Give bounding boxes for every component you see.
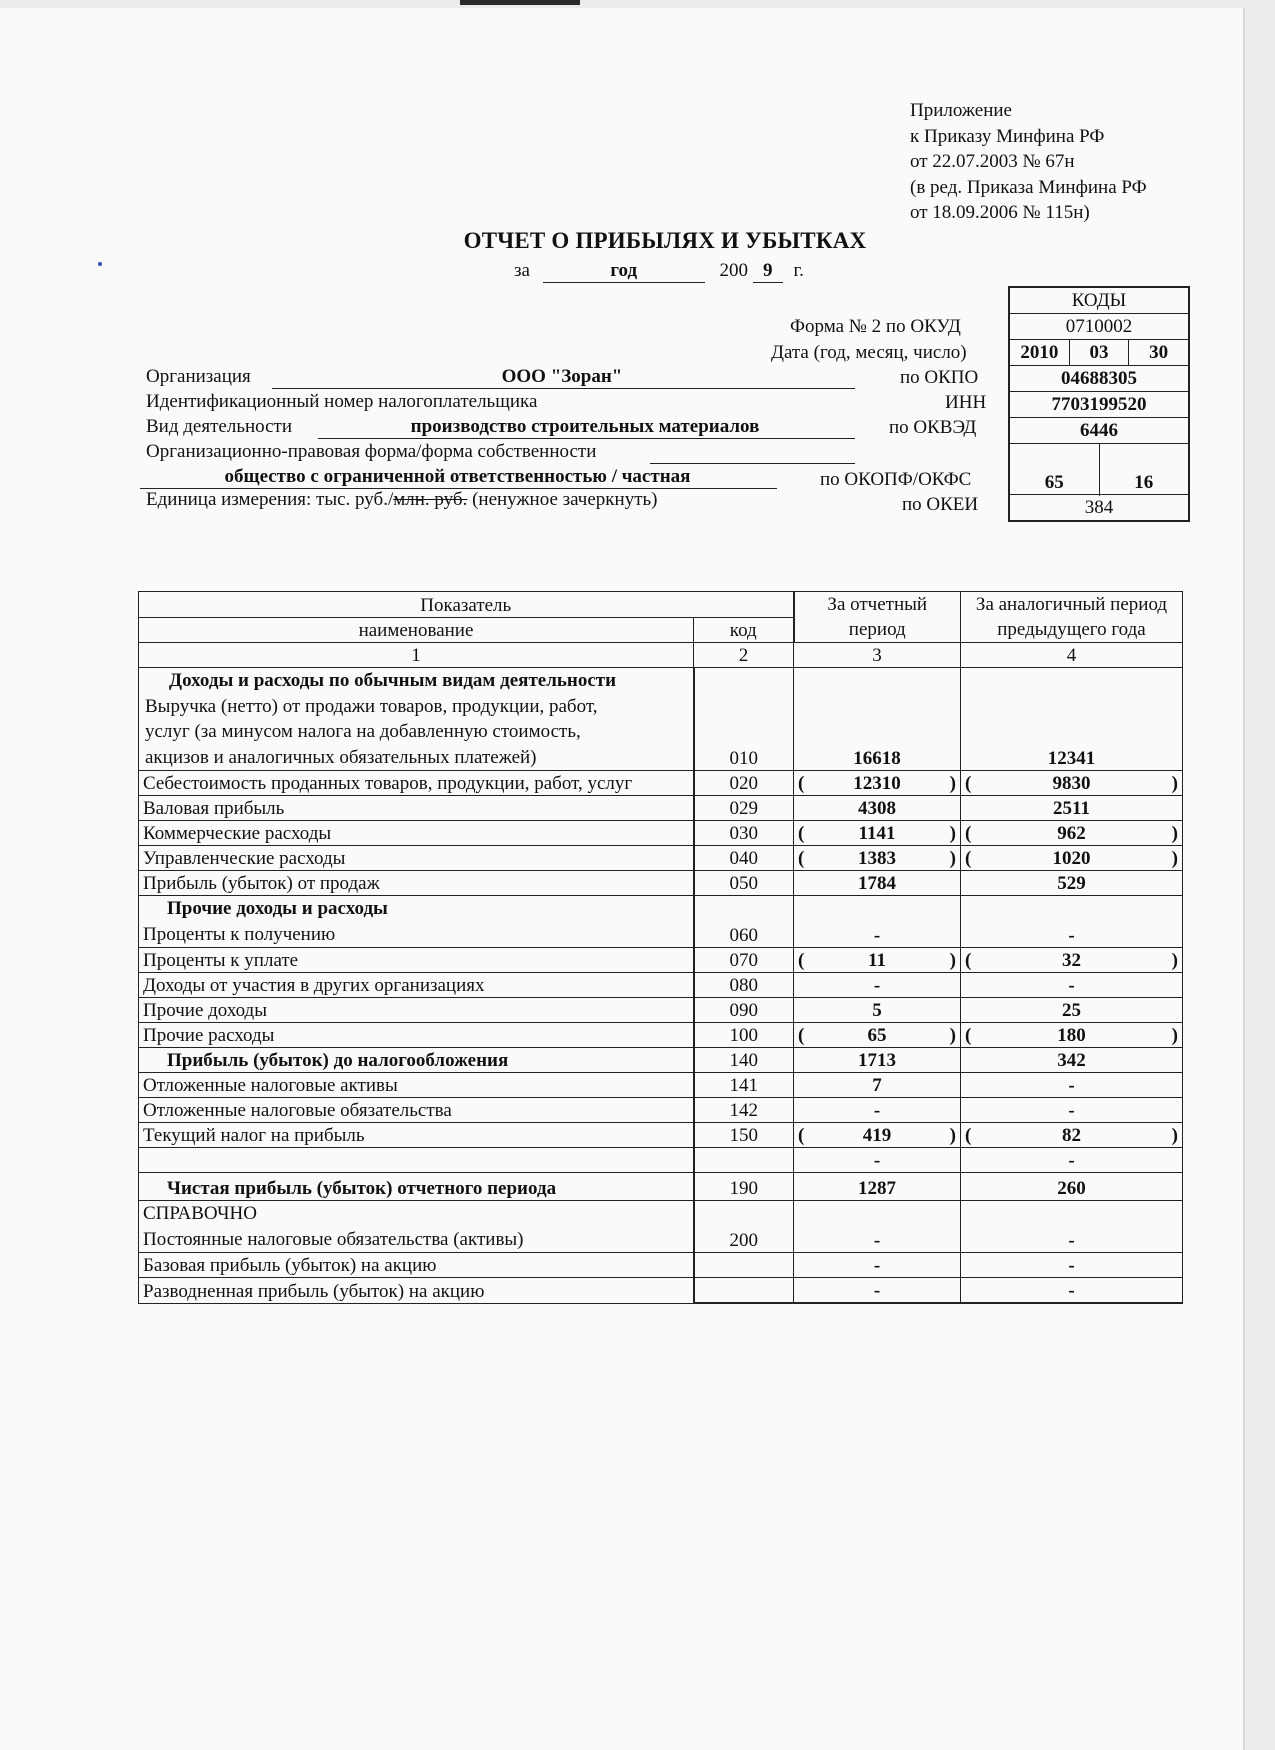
- row-name: Прибыль (убыток) от продаж: [139, 871, 694, 896]
- revenue-line: Выручка (нетто) от продажи товаров, продукции, работ,: [145, 695, 598, 717]
- row-code: 190: [694, 1173, 794, 1201]
- activity-underline: [318, 438, 855, 439]
- row-name: Прочие расходы: [139, 1023, 694, 1048]
- table-row: [139, 998, 1183, 1023]
- form-underline-1: [650, 463, 855, 464]
- row-code: 030: [694, 821, 794, 846]
- col-num-2: 2: [694, 643, 794, 668]
- okud-label: Форма № 2 по ОКУД: [790, 316, 961, 337]
- table-row: [139, 846, 1183, 871]
- row-current-value: 1287: [794, 1173, 961, 1201]
- row-current-value: -: [794, 1098, 961, 1123]
- okei-label: по ОКЕИ: [902, 494, 979, 515]
- inn-code: 7703199520: [1010, 392, 1188, 418]
- row-name: Себестоимость проданных товаров, продукции, работ, услуг: [139, 771, 694, 796]
- table-row: [139, 973, 1183, 998]
- form-value: общество с ограниченной ответственностью / частная: [224, 466, 691, 487]
- appendix-line: от 22.07.2003 № 67н: [910, 151, 1075, 172]
- table-row: [139, 896, 1183, 948]
- row-code: 140: [694, 1048, 794, 1073]
- period-suffix: г.: [793, 260, 804, 281]
- okopf-label: по ОКОПФ/ОКФС: [820, 469, 972, 490]
- table-row: [139, 1148, 1183, 1173]
- revenue-line: акцизов и аналогичных обязательных платежей): [145, 746, 537, 768]
- row-code: [694, 1253, 794, 1278]
- org-underline: [272, 388, 855, 389]
- table-row: [139, 1173, 1183, 1201]
- row-previous-value: 342: [961, 1048, 1183, 1073]
- inn-code-label: ИНН: [945, 392, 987, 413]
- row-code: [694, 1278, 794, 1304]
- row-name: Отложенные налоговые активы: [139, 1073, 694, 1098]
- section-title: Прочие доходы и расходы: [167, 898, 388, 919]
- row-current-value: ( 1141 ): [794, 821, 961, 846]
- row-name: Коммерческие расходы: [139, 821, 694, 846]
- table-header-row: [139, 592, 1183, 618]
- row-previous-value: -: [961, 1148, 1183, 1173]
- row-code: 080: [694, 973, 794, 998]
- header-previous: За аналогичный период предыдущего года: [961, 592, 1183, 643]
- row-current-value: -: [794, 973, 961, 998]
- okei-code: 384: [1084, 496, 1114, 518]
- activity-label: Вид деятельности: [146, 416, 293, 437]
- appendix-note: [910, 98, 1147, 226]
- row-previous-value: 25: [961, 998, 1183, 1023]
- inn-label: Идентификационный номер налогоплательщика: [146, 391, 538, 412]
- table-row: [139, 1073, 1183, 1098]
- row-current-value: -: [794, 896, 961, 948]
- row-previous-value: -: [961, 1253, 1183, 1278]
- okved-code: 6446: [1010, 418, 1188, 444]
- row-code: 040: [694, 846, 794, 871]
- row-code: 070: [694, 948, 794, 973]
- row-name: Проценты к получению: [143, 923, 336, 945]
- row-current-value: ( 419 ): [794, 1123, 961, 1148]
- scan-dot: [98, 262, 102, 266]
- row-previous-value: -: [961, 1278, 1183, 1304]
- reference-title: СПРАВОЧНО: [143, 1203, 257, 1224]
- table-row: [139, 1253, 1183, 1278]
- row-previous-value: 12341: [961, 668, 1183, 771]
- unit-label-a: Единица измерения: тыс. руб./: [146, 489, 394, 510]
- row-code: 200: [694, 1201, 794, 1253]
- row-name: Доходы от участия в других организациях: [139, 973, 694, 998]
- row-previous-value: ( 962 ): [961, 821, 1183, 846]
- table-row: [139, 771, 1183, 796]
- appendix-line: (в ред. Приказа Минфина РФ: [910, 176, 1147, 198]
- row-code: 010: [694, 668, 794, 771]
- table-row: [139, 1098, 1183, 1123]
- row-current-value: 1784: [794, 871, 961, 896]
- row-previous-value: ( 1020 ): [961, 846, 1183, 871]
- row-name: [139, 1148, 694, 1173]
- row-previous-value: -: [961, 973, 1183, 998]
- period-prefix: за: [514, 260, 530, 281]
- row-name: Постоянные налоговые обязательства (активы): [143, 1228, 524, 1250]
- unit-label: [146, 489, 658, 511]
- row-previous-value: -: [961, 1073, 1183, 1098]
- okfs-code: 16: [1099, 444, 1189, 496]
- row-current-value: -: [794, 1148, 961, 1173]
- row-current-value: 5: [794, 998, 961, 1023]
- col-num-3: 3: [794, 643, 961, 668]
- row-code: 060: [694, 896, 794, 948]
- table-row: [139, 948, 1183, 973]
- table-row: [139, 1048, 1183, 1073]
- date-year: 2010: [1020, 341, 1059, 363]
- table-row: [139, 1023, 1183, 1048]
- appendix-line: к Приказу Минфина РФ: [910, 125, 1105, 147]
- report-title: ОТЧЕТ О ПРИБЫЛЯХ И УБЫТКАХ: [463, 228, 867, 253]
- row-name: Базовая прибыль (убыток) на акцию: [139, 1253, 694, 1278]
- row-current-value: 4308: [794, 796, 961, 821]
- date-code: [1010, 340, 1188, 366]
- row-previous-value: ( 82 ): [961, 1123, 1183, 1148]
- revenue-name-cell: [139, 668, 694, 771]
- appendix-line: от 18.09.2006 № 115н): [910, 202, 1090, 223]
- row-code: 020: [694, 771, 794, 796]
- okopf-code: 65: [1044, 472, 1064, 493]
- row-previous-value: ( 180 ): [961, 1023, 1183, 1048]
- row-previous-value: 2511: [961, 796, 1183, 821]
- row-current-value: ( 65 ): [794, 1023, 961, 1048]
- table-row: [139, 1123, 1183, 1148]
- table-row: [139, 871, 1183, 896]
- col-num-4: 4: [961, 643, 1183, 668]
- row-code: 150: [694, 1123, 794, 1148]
- form-label: Организационно-правовая форма/форма собственности: [146, 441, 597, 462]
- row-code: 100: [694, 1023, 794, 1048]
- row-name: Текущий налог на прибыль: [139, 1123, 694, 1148]
- row-previous-value: -: [961, 896, 1183, 948]
- table-row: [139, 668, 1183, 771]
- appendix-line: Приложение: [910, 100, 1012, 121]
- row-name: Отложенные налоговые обязательства: [139, 1098, 694, 1123]
- row-name: Проценты к уплате: [139, 948, 694, 973]
- date-day: 30: [1128, 340, 1188, 365]
- scan-mark: [460, 0, 580, 5]
- row-previous-value: -: [961, 1098, 1183, 1123]
- row-name: Чистая прибыль (убыток) отчетного периода: [139, 1173, 694, 1201]
- unit-label-struck: млн. руб.: [393, 489, 468, 510]
- row-current-value: 16618: [794, 668, 961, 771]
- row-previous-value: ( 32 ): [961, 948, 1183, 973]
- table-row: [139, 1278, 1183, 1304]
- activity-value: производство строительных материалов: [410, 416, 760, 437]
- section-title: Доходы и расходы по обычным видам деятельности: [169, 670, 617, 691]
- codes-box: [1008, 286, 1190, 522]
- header-code: код: [694, 617, 794, 643]
- col-num-1: 1: [139, 643, 694, 668]
- row-name: Валовая прибыль: [139, 796, 694, 821]
- row-code: 029: [694, 796, 794, 821]
- org-value: ООО "Зоран": [501, 366, 623, 387]
- table-row: [139, 821, 1183, 846]
- revenue-line: услуг (за минусом налога на добавленную стоимость,: [145, 721, 581, 742]
- row-previous-value: 529: [961, 871, 1183, 896]
- row-code: 141: [694, 1073, 794, 1098]
- row-current-value: 1713: [794, 1048, 961, 1073]
- row-code: [694, 1148, 794, 1173]
- row-previous-value: -: [961, 1201, 1183, 1253]
- okpo-label: по ОКПО: [900, 367, 979, 388]
- table-row: [139, 796, 1183, 821]
- row-previous-value: ( 9830 ): [961, 771, 1183, 796]
- table-number-row: [139, 643, 1183, 668]
- row-current-value: ( 12310 ): [794, 771, 961, 796]
- row-name: Управленческие расходы: [139, 846, 694, 871]
- row-name: Прочие доходы: [139, 998, 694, 1023]
- year-prefix: 200: [719, 260, 748, 281]
- okpo-code: 04688305: [1010, 366, 1188, 392]
- row-current-value: ( 1383 ): [794, 846, 961, 871]
- header-name: наименование: [139, 617, 694, 643]
- org-label: Организация: [146, 366, 251, 387]
- okved-label: по ОКВЭД: [889, 417, 977, 438]
- row-name: Разводненная прибыль (убыток) на акцию: [139, 1278, 694, 1304]
- row-code: 142: [694, 1098, 794, 1123]
- row-code: 050: [694, 871, 794, 896]
- header-current: За отчетный период: [794, 592, 961, 643]
- codes-header: КОДЫ: [1010, 288, 1188, 314]
- year-digit: 9: [753, 260, 783, 283]
- unit-label-b: (ненужное зачеркнуть): [467, 489, 658, 510]
- reference-cell: [139, 1201, 694, 1253]
- okopf-okfs-code: [1010, 444, 1188, 495]
- report-table: [138, 591, 1183, 1304]
- row-current-value: 7: [794, 1073, 961, 1098]
- row-code: 090: [694, 998, 794, 1023]
- period-word: год: [543, 260, 705, 283]
- row-current-value: -: [794, 1253, 961, 1278]
- row-current-value: -: [794, 1278, 961, 1304]
- report-period: [514, 260, 804, 283]
- okud-code: 0710002: [1010, 314, 1188, 340]
- row-current-value: -: [794, 1201, 961, 1253]
- row-previous-value: 260: [961, 1173, 1183, 1201]
- table-row: [139, 1201, 1183, 1253]
- row-current-value: ( 11 ): [794, 948, 961, 973]
- header-indicator: Показатель: [139, 592, 794, 618]
- row-name: Прибыль (убыток) до налогообложения: [139, 1048, 694, 1073]
- interest-income-cell: [139, 896, 694, 948]
- date-label: Дата (год, месяц, число): [771, 342, 967, 363]
- date-month: 03: [1069, 340, 1129, 365]
